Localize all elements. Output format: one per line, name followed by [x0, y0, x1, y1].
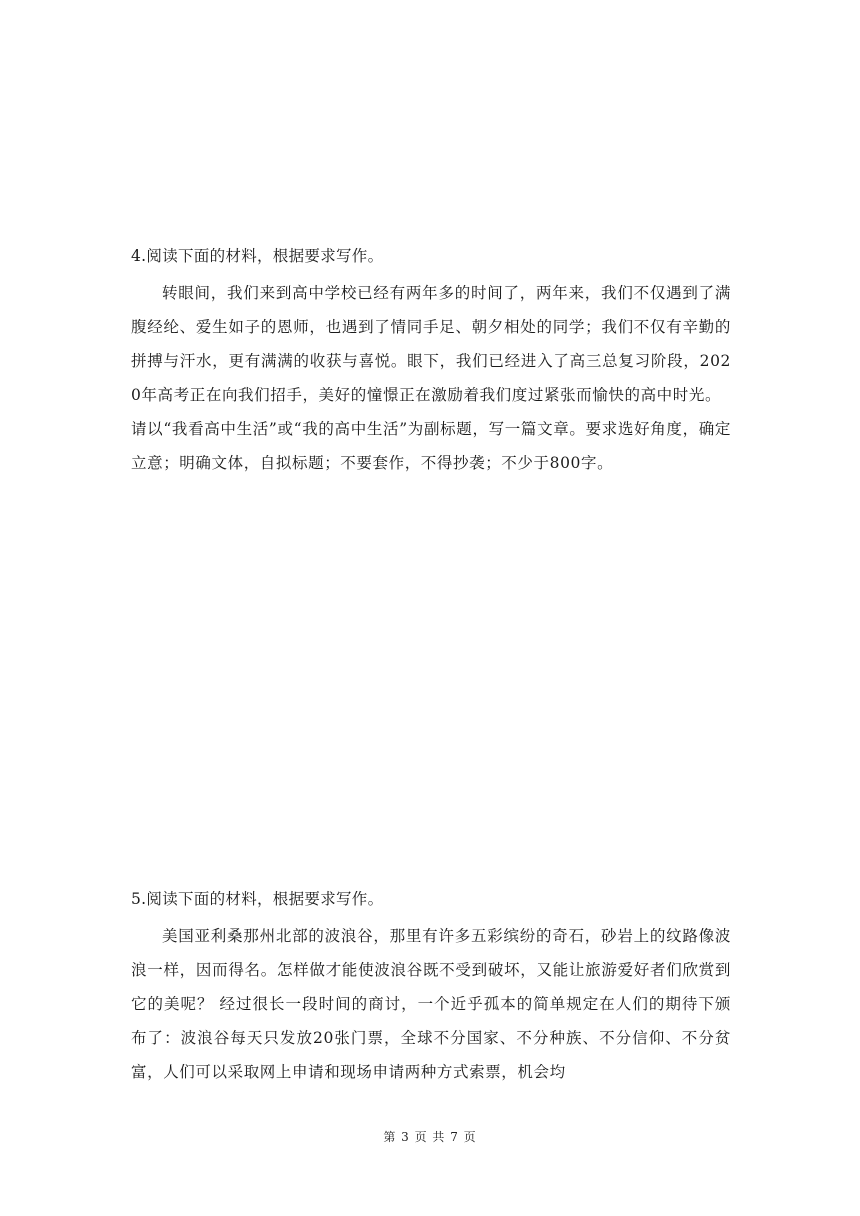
question-4-prompt: 请以“我看高中生活”或“我的高中生活”为副标题，写一篇文章。要求选好角度，确定立意；明确文体，自拟标题；不要套作，不得抄袭；不少于800字。 [131, 420, 731, 472]
question-4 [131, 244, 731, 480]
question-4-material: 转眼间，我们来到高中学校已经有两年多的时间了，两年来，我们不仅遇到了满腹经纶、爱生如子的恩师，也遇到了情同手足、朝夕相处的同学；我们不仅有辛勤的拼搏与汗水，更有满满的收获与喜悦。眼下，我们已经进入了高三总复习阶段，2020年高考正在向我们招手，美好的憧憬正在激励着我们度过紧张而愉快的高中时光。 [131, 284, 731, 404]
question-5-material: 美国亚利桑那州北部的波浪谷，那里有许多五彩缤纷的奇石，砂岩上的纹路像波浪一样，因而得名。怎样做才能使波浪谷既不受到破坏，又能让旅游爱好者们欣赏到它的美呢？ 经过很长一段时间的商讨，一个近乎孤本的简单规定在人们的期待下颁布了：波浪谷每天只发放20张门票，全球不分国家、不分种族、不分信仰、不分贫富，人们可以采取网上申请和现场申请两种方式索票，机会均 [131, 927, 731, 1081]
question-4-title: 4.阅读下面的材料，根据要求写作。 [131, 247, 384, 265]
question-5 [131, 887, 731, 1089]
page-footer: 第 3 页 共 7 页 [383, 1130, 477, 1144]
question-5-title: 5.阅读下面的材料，根据要求写作。 [131, 890, 384, 908]
